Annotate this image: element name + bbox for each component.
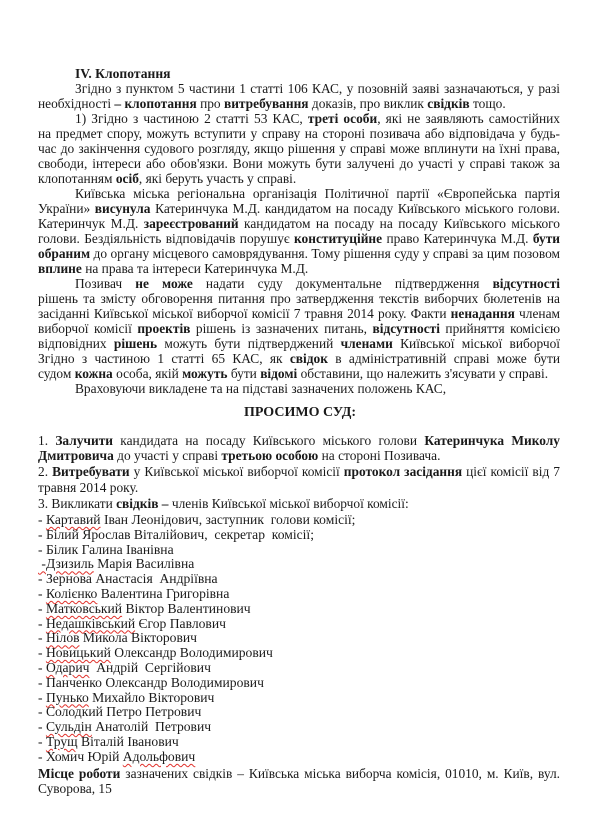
witness-details: Марія Василівна <box>93 556 195 572</box>
witness-details: Валентина Григорівна <box>97 586 230 601</box>
workplace-line: Місце роботи зазначених свідків – Київська міська виборча комісія, 01010, м. Київ, вул. <box>38 766 560 781</box>
list-bullet: - <box>38 571 46 587</box>
witness-details: Петро Петрович <box>102 704 202 720</box>
witness-surname: Колієнко <box>45 586 98 601</box>
witness-item <box>38 748 195 765</box>
paragraph-line: 1) Згідно з частиною 2 статті 53 КАС, треті особи, які не заявляють самостійних <box>75 111 560 126</box>
list-bullet: - <box>38 645 46 661</box>
witness-details: Андрій Сергійович <box>89 660 211 675</box>
witness-surname: Трущ <box>45 734 78 749</box>
list-bullet: - <box>38 615 46 631</box>
paragraph-line: клопотанням осіб, які беруть участь у справі. <box>38 171 297 186</box>
witness-details: Ярослав Віталійович, секретар комісії; <box>78 526 314 542</box>
witness-details: Михайло Вікторович <box>88 689 215 705</box>
request-item-2-cont: травня 2014 року. <box>38 480 139 495</box>
witness-surname: Сульдін <box>45 719 92 735</box>
witness-details: Анастасія Андріївна <box>91 571 218 587</box>
witness-surname: Матковський <box>45 600 123 616</box>
paragraph-line: України» висунула Катеринчука М.Д. кандидатом на посаду Київського міського голови. <box>38 201 560 216</box>
list-bullet: - <box>38 674 46 690</box>
witness-surname: Пунько <box>45 689 89 705</box>
paragraph-line: голови. Бездіяльність відповідачів порушує конституційне право Катеринчука М.Д. бути <box>38 231 560 246</box>
witness-details: Віктор Валентинович <box>122 600 251 616</box>
request-item-1-cont: Дмитровича до участі у справі третьою особою на стороні Позивача. <box>38 448 441 463</box>
witness-details: Єгор Павлович <box>135 615 226 631</box>
paragraph-line: відповідних рішень можуть бути підтверджений членами Київської міської виборчої <box>38 336 560 351</box>
paragraph-line: рішень та змісту обговорення питання про затвердження текстів виборчих бюлетенів на <box>38 291 560 306</box>
paragraph-line: час до закінчення судового розгляду, якщо рішення у справі може вплинути на їхні права, <box>38 141 560 156</box>
paragraph-line: обраним до органу місцевого самоврядування. Тому рішення суду у справі за цим позовом <box>38 246 560 261</box>
witness-surname: Одарич <box>45 660 90 675</box>
witness-surname: Недашківський <box>45 615 136 631</box>
list-bullet: - <box>38 541 46 557</box>
witness-patronymic: Адольфович <box>122 748 196 764</box>
witness-surname: Зернова <box>45 571 92 587</box>
list-bullet: - <box>38 600 46 616</box>
request-item-2: 2. Витребувати у Київської міської виборчої комісії протокол засідання цієї комісії від 7 <box>38 464 560 479</box>
list-bullet: - <box>38 660 46 675</box>
witness-details: Галина Іванівна <box>78 541 174 557</box>
witness-details: Олександр Володимирович <box>101 674 264 690</box>
list-bullet: - <box>38 734 46 749</box>
list-bullet: - <box>38 719 46 735</box>
list-bullet: - <box>38 586 46 601</box>
witness-details: Анатолій Петрович <box>91 719 212 735</box>
witness-surname: Новицький <box>45 645 111 661</box>
paragraph-line: Згідно з частиною 1 статті 65 КАС, як свідок в адміністративній справі може бути <box>38 351 560 366</box>
witness-surname: Нілов <box>45 630 80 646</box>
witness-details: Олександр Володимирович <box>110 645 273 661</box>
paragraph-line: свободи, інтереси або обов'язки. Вони можуть бути залучені до участі у справі також за <box>38 156 560 171</box>
witness-surname: Панченко <box>45 674 102 690</box>
witness-details: Іван Леонідович, заступник голови комісії; <box>100 512 356 527</box>
paragraph-line: Згідно з пунктом 5 частини 1 статті 106 КАС, у позовній заяві зазначаються, у разі <box>75 81 560 96</box>
witness-surname: Хомич <box>45 748 85 764</box>
witness-surname: Білий <box>45 526 79 542</box>
witness-surname: Солодкий <box>45 704 103 720</box>
paragraph-line: вплине на права та інтереси Катеринчука М.Д. <box>38 261 309 276</box>
paragraph-line: виборчої комісії проектів рішень із зазначених питань, відсутності прийняття комісією <box>38 321 560 336</box>
section-heading: IV. Клопотання <box>75 66 171 81</box>
list-bullet: - <box>38 630 46 646</box>
witness-details: Юрій <box>84 748 123 764</box>
list-bullet: - <box>38 704 46 720</box>
list-bullet: - <box>38 748 46 764</box>
paragraph-line: Враховуючи викладене та на підставі зазначених положень КАС, <box>75 381 447 396</box>
paragraph-line: Катеринчук М.Д. зареєстрований кандидатом на посаду на посаду Київського міського <box>38 216 560 231</box>
paragraph-line: Київська міська регіональна організація Політичної партії «Європейська партія <box>75 186 560 201</box>
witness-details: Микола Вікторович <box>79 630 197 646</box>
witness-surname: Білик <box>45 541 79 557</box>
paragraph-line: засіданні Київської міської виборчої комісії 7 травня 2014 року. Факти ненадання членам <box>38 306 560 321</box>
request-item-1: 1. Залучити кандидата на посаду Київського міського голови Катеринчука Миколу <box>38 433 560 448</box>
list-bullet: - <box>38 689 46 705</box>
list-bullet: - <box>38 512 46 527</box>
witness-surname: Картавий <box>45 512 101 527</box>
paragraph-line: Позивач не може надати суду документальне підтвердження відсутності <box>75 276 560 291</box>
paragraph-line: судом кожна особа, якій можуть бути відомі обставини, що належить з'ясувати у справі. <box>38 366 549 381</box>
paragraph-line: необхідності – клопотання про витребування доказів, про виклик свідків тощо. <box>38 96 506 111</box>
workplace-line-cont: Суворова, 15 <box>38 781 112 796</box>
request-heading: ПРОСИМО СУД: <box>243 405 357 420</box>
witness-details: Віталій Іванович <box>77 734 179 749</box>
paragraph-line: на предмет спору, можуть вступити у справу на стороні позивача або відповідача у будь- <box>38 126 560 141</box>
list-bullet: - <box>38 556 46 572</box>
request-item-3: 3. Викликати свідків – членів Київської міської виборчої комісії: <box>38 496 409 511</box>
list-bullet: - <box>38 526 46 542</box>
witness-surname: Дзизиль <box>45 556 94 572</box>
